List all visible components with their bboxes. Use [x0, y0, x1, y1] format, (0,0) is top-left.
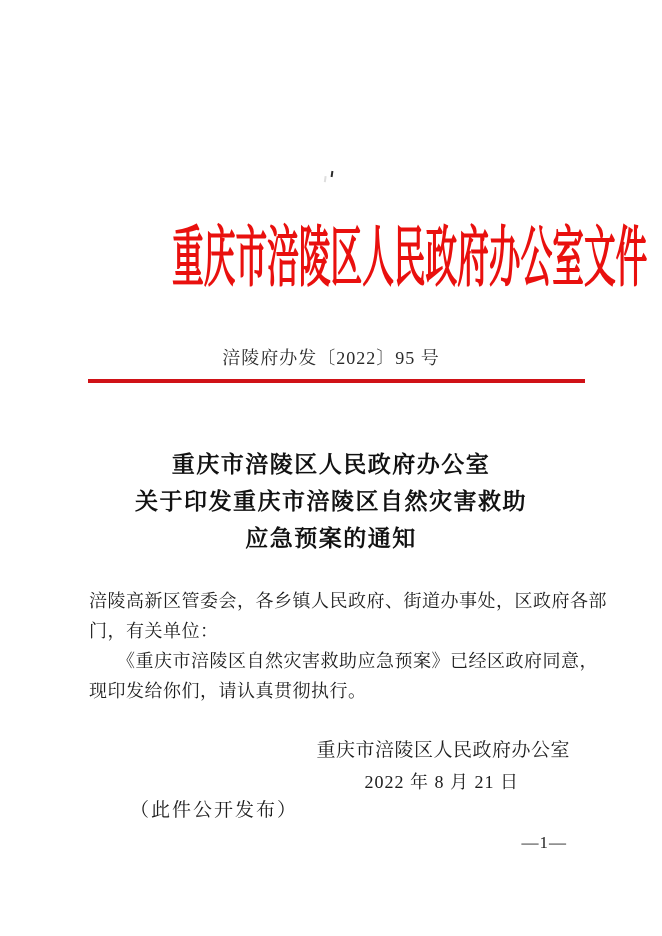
notice-title-line-2: 关于印发重庆市涪陵区自然灾害救助: [135, 489, 527, 514]
body-text: [89, 586, 609, 706]
notice-title: [0, 446, 662, 557]
body-line-1: 涪陵高新区管委会，各乡镇人民政府、街道办事处，区政府各部: [89, 591, 607, 611]
doc-number: 涪陵府办发〔2022〕95 号: [222, 348, 440, 368]
body-line-3: 《重庆市涪陵区自然灾害救助应急预案》已经区政府同意，: [89, 651, 598, 671]
stray-mark: [331, 171, 334, 177]
red-divider: [88, 379, 585, 383]
notice-title-line-3: 应急预案的通知: [245, 526, 417, 551]
publish-note: （此件公开发布）: [130, 800, 299, 821]
signature-date: 2022 年 8 月 21 日: [364, 772, 519, 792]
page-number: —1—: [521, 833, 567, 852]
banner-title: 重庆市涪陵区人民政府办公室文件: [172, 222, 648, 295]
notice-title-line-1: 重庆市涪陵区人民政府办公室: [171, 452, 491, 477]
body-line-4: 现印发给你们，请认真贯彻执行。: [89, 681, 367, 701]
signature-name: 重庆市涪陵区人民政府办公室: [316, 740, 570, 761]
body-line-2: 门，有关单位：: [89, 621, 219, 641]
